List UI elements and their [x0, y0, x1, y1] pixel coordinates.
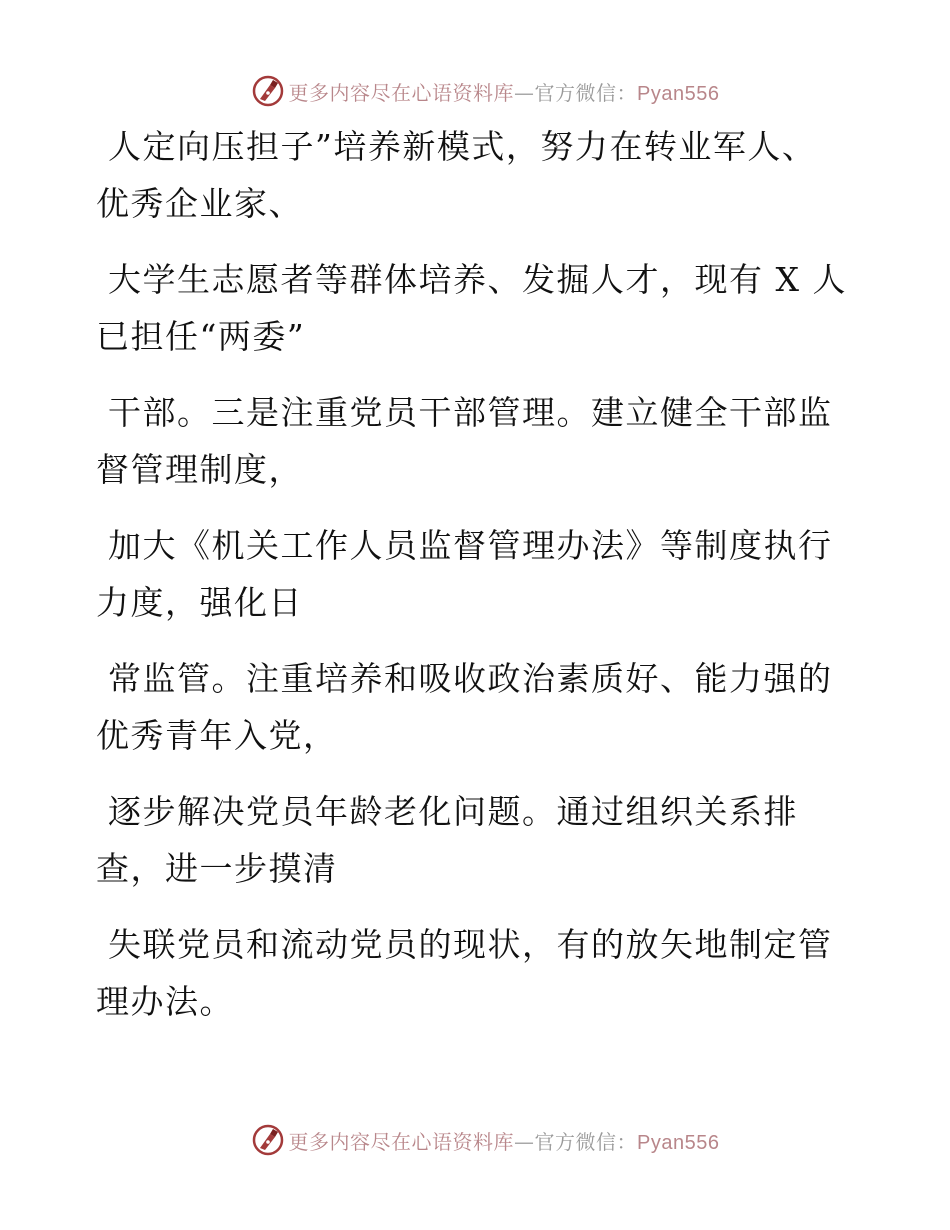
- watermark-wechat-label: 官方微信：: [534, 1129, 638, 1154]
- document-body: [96, 118, 876, 1049]
- pen-nib-logo-icon: [251, 74, 285, 108]
- watermark-content: [251, 1123, 720, 1157]
- watermark-content: [251, 74, 720, 108]
- paragraph-line: 失联党员和流动党员的现状，有的放矢地制定管: [108, 925, 833, 964]
- paragraph-line: 力度，强化日: [96, 583, 303, 622]
- paragraph-3: [96, 384, 876, 498]
- paragraph-line: 已担任“两委”: [96, 317, 306, 356]
- paragraph-6: [96, 783, 876, 897]
- footer-watermark: [0, 1120, 950, 1160]
- watermark-handle: Pyan556: [637, 82, 720, 105]
- paragraph-line: 理办法。: [96, 982, 234, 1021]
- paragraph-line: 逐步解决党员年龄老化问题。通过组织关系排: [108, 792, 798, 831]
- watermark-handle: Pyan556: [637, 1131, 720, 1154]
- pen-nib-logo-icon: [251, 1123, 285, 1157]
- watermark-wechat-label: 官方微信：: [534, 80, 638, 105]
- paragraph-2: [96, 251, 876, 365]
- paragraph-line: 加大《机关工作人员监督管理办法》等制度执行: [108, 526, 833, 565]
- watermark-separator: —: [514, 80, 535, 105]
- watermark-separator: —: [514, 1129, 535, 1154]
- paragraph-line: 常监管。注重培养和吸收政治素质好、能力强的: [108, 659, 833, 698]
- paragraph-line: 优秀青年入党，: [96, 716, 338, 755]
- paragraph-line: 优秀企业家、: [96, 184, 303, 223]
- paragraph-line: 查，进一步摸清: [96, 849, 338, 888]
- paragraph-1: [96, 118, 876, 232]
- paragraph-line: 督管理制度，: [96, 450, 303, 489]
- paragraph-line: 大学生志愿者等群体培养、发掘人才，现有 X 人: [108, 260, 847, 299]
- watermark-main-text: 更多内容尽在心语资料库: [288, 1129, 515, 1154]
- watermark-text: [289, 77, 720, 106]
- watermark-main-text: 更多内容尽在心语资料库: [288, 80, 515, 105]
- paragraph-7: [96, 916, 876, 1030]
- watermark-text: [289, 1126, 720, 1155]
- paragraph-line: 人定向压担子”培养新模式，努力在转业军人、: [108, 127, 817, 166]
- header-watermark: [0, 71, 950, 111]
- paragraph-line: 干部。三是注重党员干部管理。建立健全干部监: [108, 393, 833, 432]
- paragraph-5: [96, 650, 876, 764]
- paragraph-4: [96, 517, 876, 631]
